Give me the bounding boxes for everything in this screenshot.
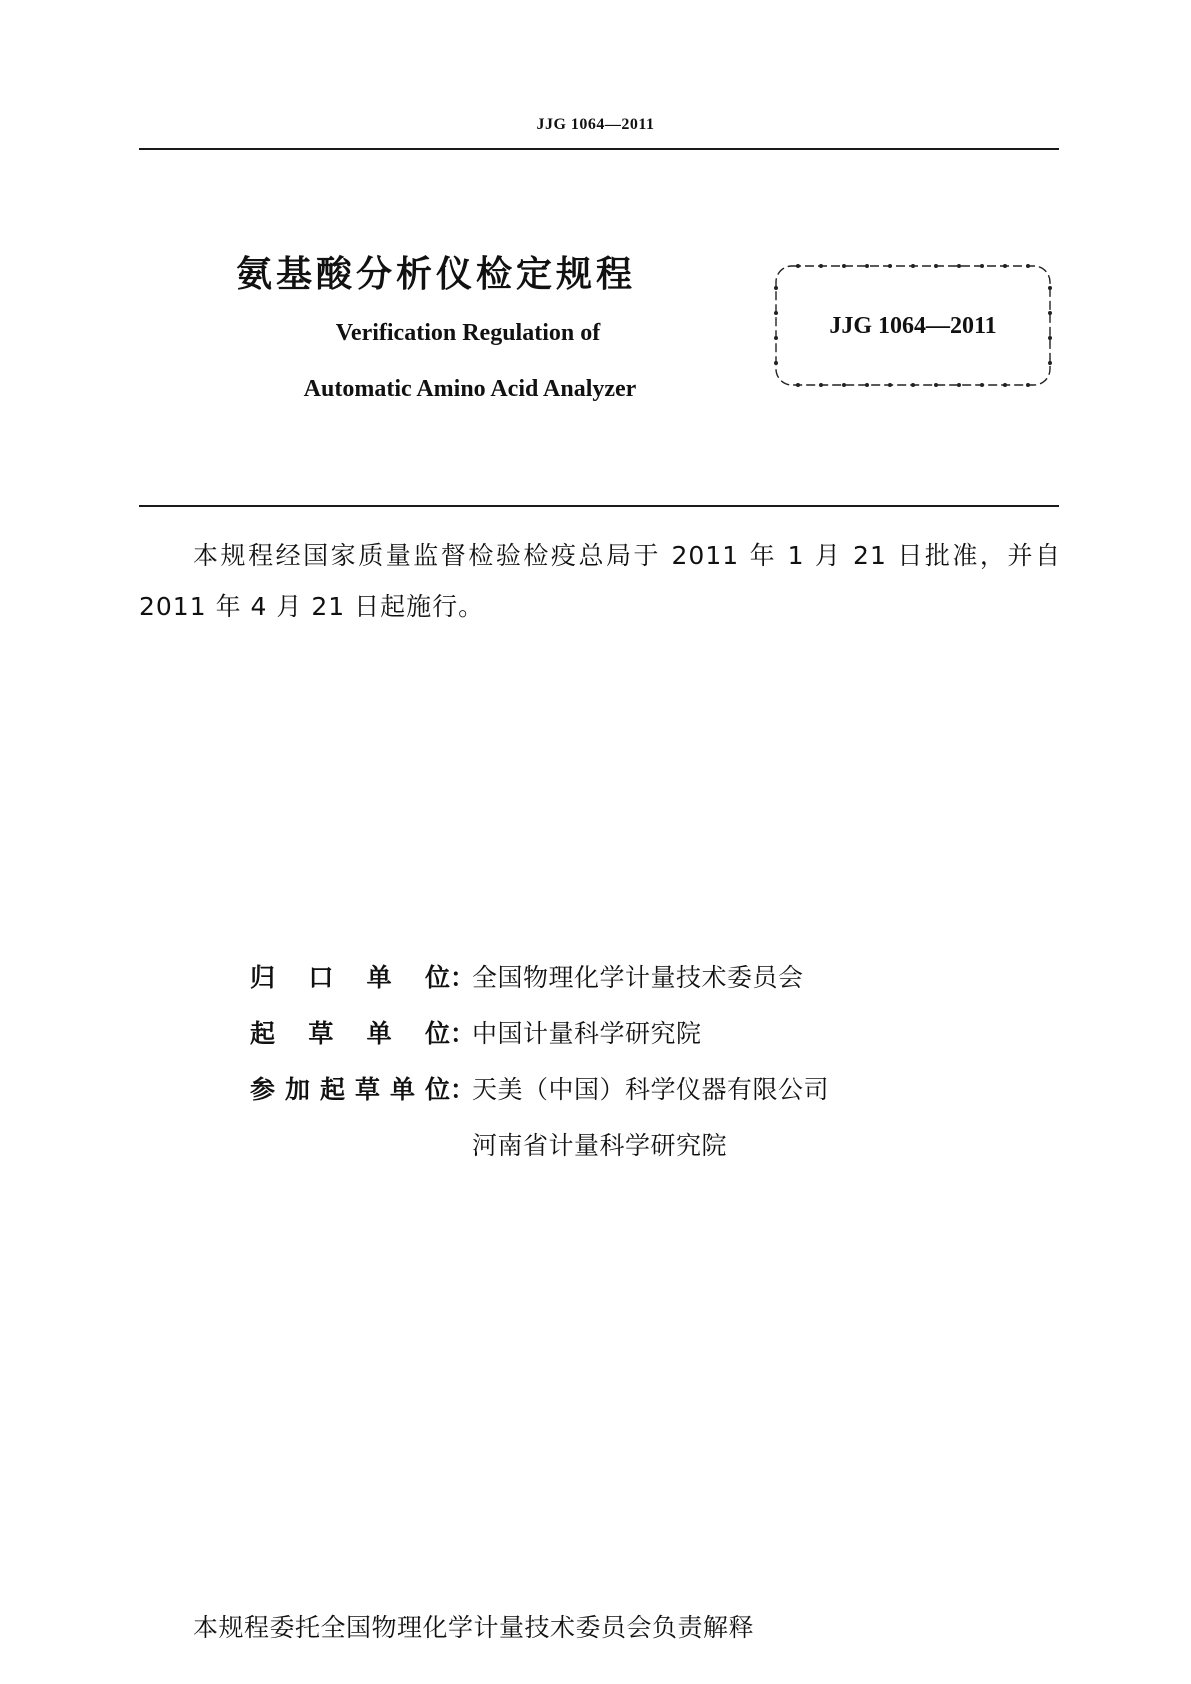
title-english-line-2: Automatic Amino Acid Analyzer: [303, 376, 637, 402]
frame-dot: [842, 383, 846, 387]
frame-dot: [888, 264, 892, 268]
frame-dot: [774, 361, 778, 365]
frame-dot: [911, 383, 915, 387]
unit-value: 中国计量科学研究院: [472, 1019, 702, 1048]
header-rule: [139, 148, 1059, 150]
frame-dot: [957, 264, 961, 268]
unit-value: 天美（中国）科学仪器有限公司: [472, 1075, 830, 1104]
title-english-line-1: Verification Regulation of: [335, 320, 601, 346]
frame-dot: [1026, 383, 1030, 387]
unit-value: 全国物理化学计量技术委员会: [472, 963, 804, 992]
frame-dot: [1026, 264, 1030, 268]
frame-dot: [774, 286, 778, 290]
unit-value: 河南省计量科学研究院: [472, 1131, 728, 1160]
section-rule: [139, 505, 1059, 507]
frame-dot: [1048, 361, 1052, 365]
frame-dot: [888, 383, 892, 387]
unit-row-responsible: [250, 958, 804, 998]
frame-dot: [934, 264, 938, 268]
unit-row-participating-2: [250, 1126, 727, 1166]
header-standard-code: JJG 1064—2011: [536, 116, 655, 133]
unit-colon: ：: [450, 1075, 476, 1104]
title-chinese: 氨基酸分析仪检定规程: [236, 254, 637, 295]
unit-row-participating: [250, 1070, 829, 1110]
frame-dot: [796, 264, 800, 268]
standard-number: JJG 1064—2011: [829, 313, 997, 339]
frame-dot: [842, 264, 846, 268]
frame-dot: [980, 383, 984, 387]
unit-colon: ：: [450, 1019, 476, 1048]
frame-dot: [819, 383, 823, 387]
frame-dot: [865, 264, 869, 268]
frame-dot: [865, 383, 869, 387]
frame-dot: [911, 264, 915, 268]
frame-dot: [819, 264, 823, 268]
footer-interpretation-note: 本规程委托全国物理化学计量技术委员会负责解释: [193, 1613, 755, 1642]
frame-dot: [1003, 383, 1007, 387]
approval-paragraph: 本规程经国家质量监督检验检疫总局于 2011 年 1 月 21 日批准，并自 2011 年 4 月 21 日起施行。: [139, 541, 1061, 621]
unit-label: 起草单位: [250, 1019, 450, 1048]
unit-label: 参加起草单位: [250, 1075, 450, 1104]
unit-colon: ：: [450, 963, 476, 992]
frame-dot: [796, 383, 800, 387]
frame-dot: [1003, 264, 1007, 268]
frame-dot: [1048, 286, 1052, 290]
frame-dot: [980, 264, 984, 268]
frame-dot: [957, 383, 961, 387]
frame-dot: [934, 383, 938, 387]
unit-label: 归口单位: [250, 963, 450, 992]
unit-row-drafting: [250, 1014, 702, 1054]
